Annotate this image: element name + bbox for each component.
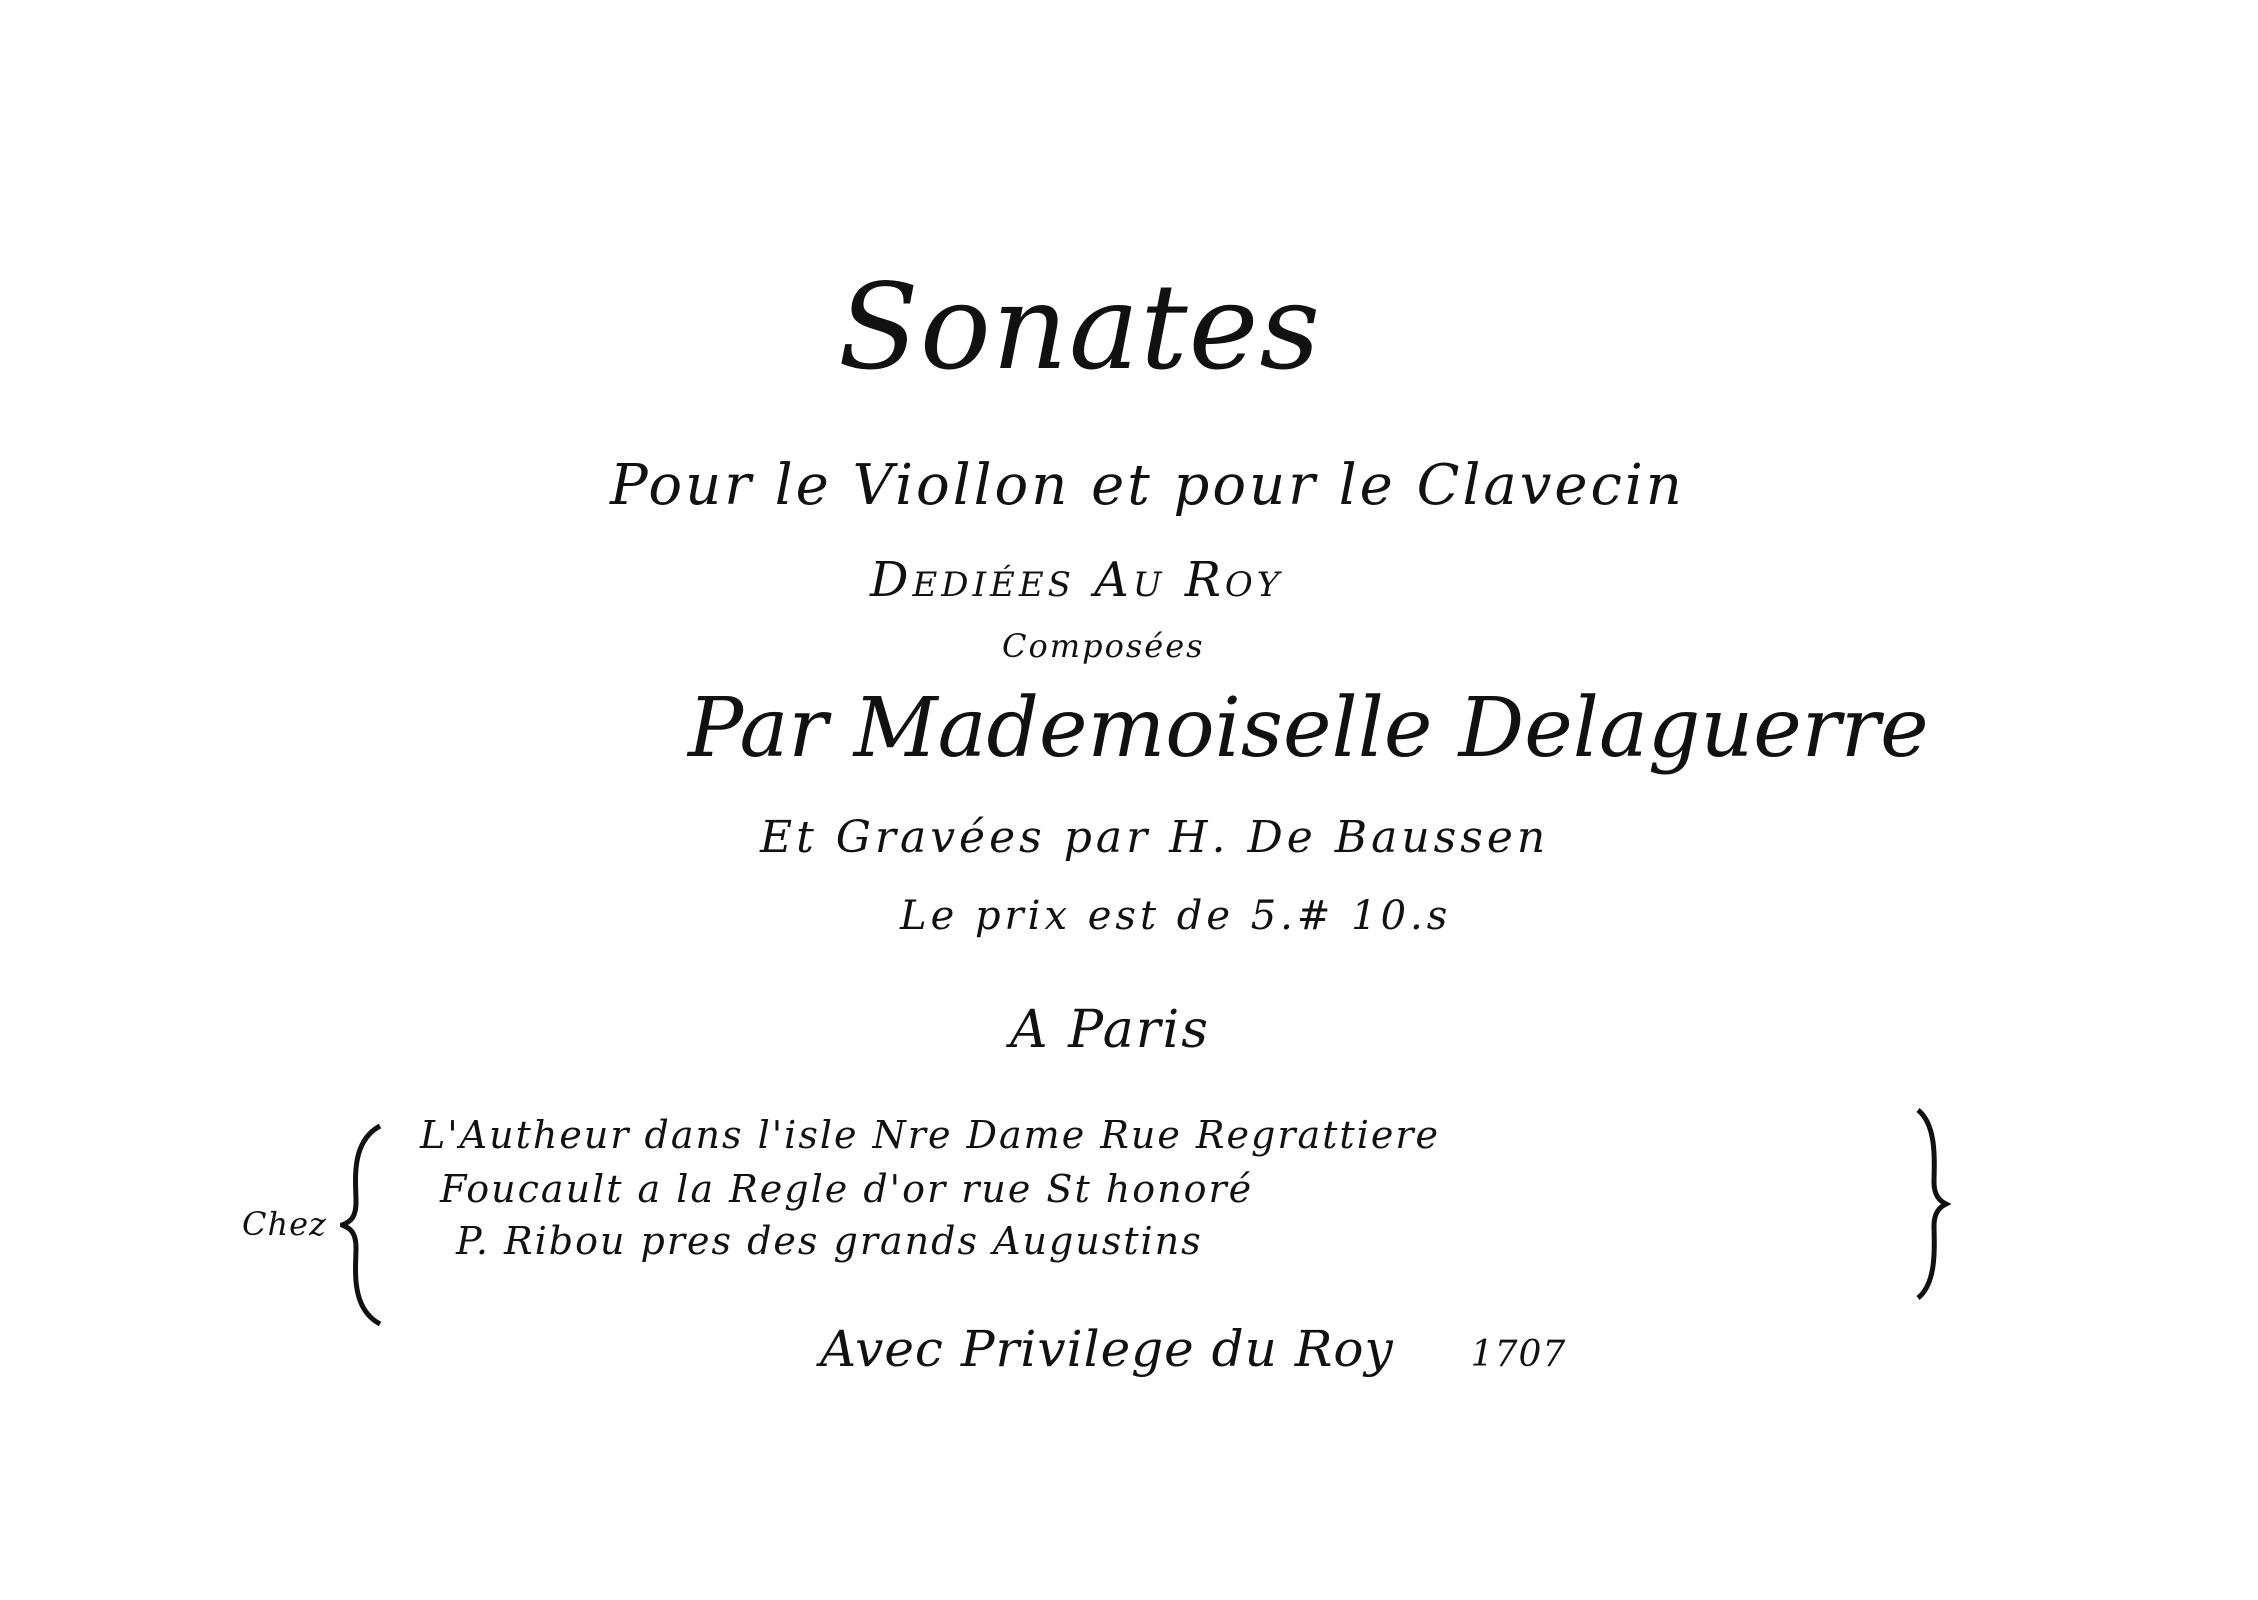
seller-line-1: L'Autheur dans l'isle Nre Dame Rue Regrattiere [420, 1113, 1440, 1157]
author: Par Mademoiselle Delaguerre [688, 681, 1929, 776]
price: Le prix est de 5.# 10.s [900, 893, 1452, 939]
privilege-text: Avec Privilege du Roy [820, 1320, 1394, 1378]
sellers-label: Chez [242, 1205, 327, 1243]
year: 1707 [1470, 1334, 1567, 1375]
composed-label: Composées [1002, 627, 1205, 665]
engraver: Et Gravées par H. De Baussen [760, 812, 1550, 863]
seller-line-2: Foucault a la Regle d'or rue St honoré [440, 1167, 1254, 1211]
right-brace [1912, 1106, 1952, 1302]
title: Sonates [838, 258, 1322, 396]
dedication: Dediées Au Roy [870, 552, 1284, 608]
subtitle: Pour le Viollon et pour le Clavecin [610, 453, 1685, 518]
left-brace [340, 1122, 390, 1328]
city: A Paris [1010, 1000, 1210, 1060]
privilege [820, 1320, 1567, 1378]
seller-line-3: P. Ribou pres des grands Augustins [456, 1219, 1203, 1263]
